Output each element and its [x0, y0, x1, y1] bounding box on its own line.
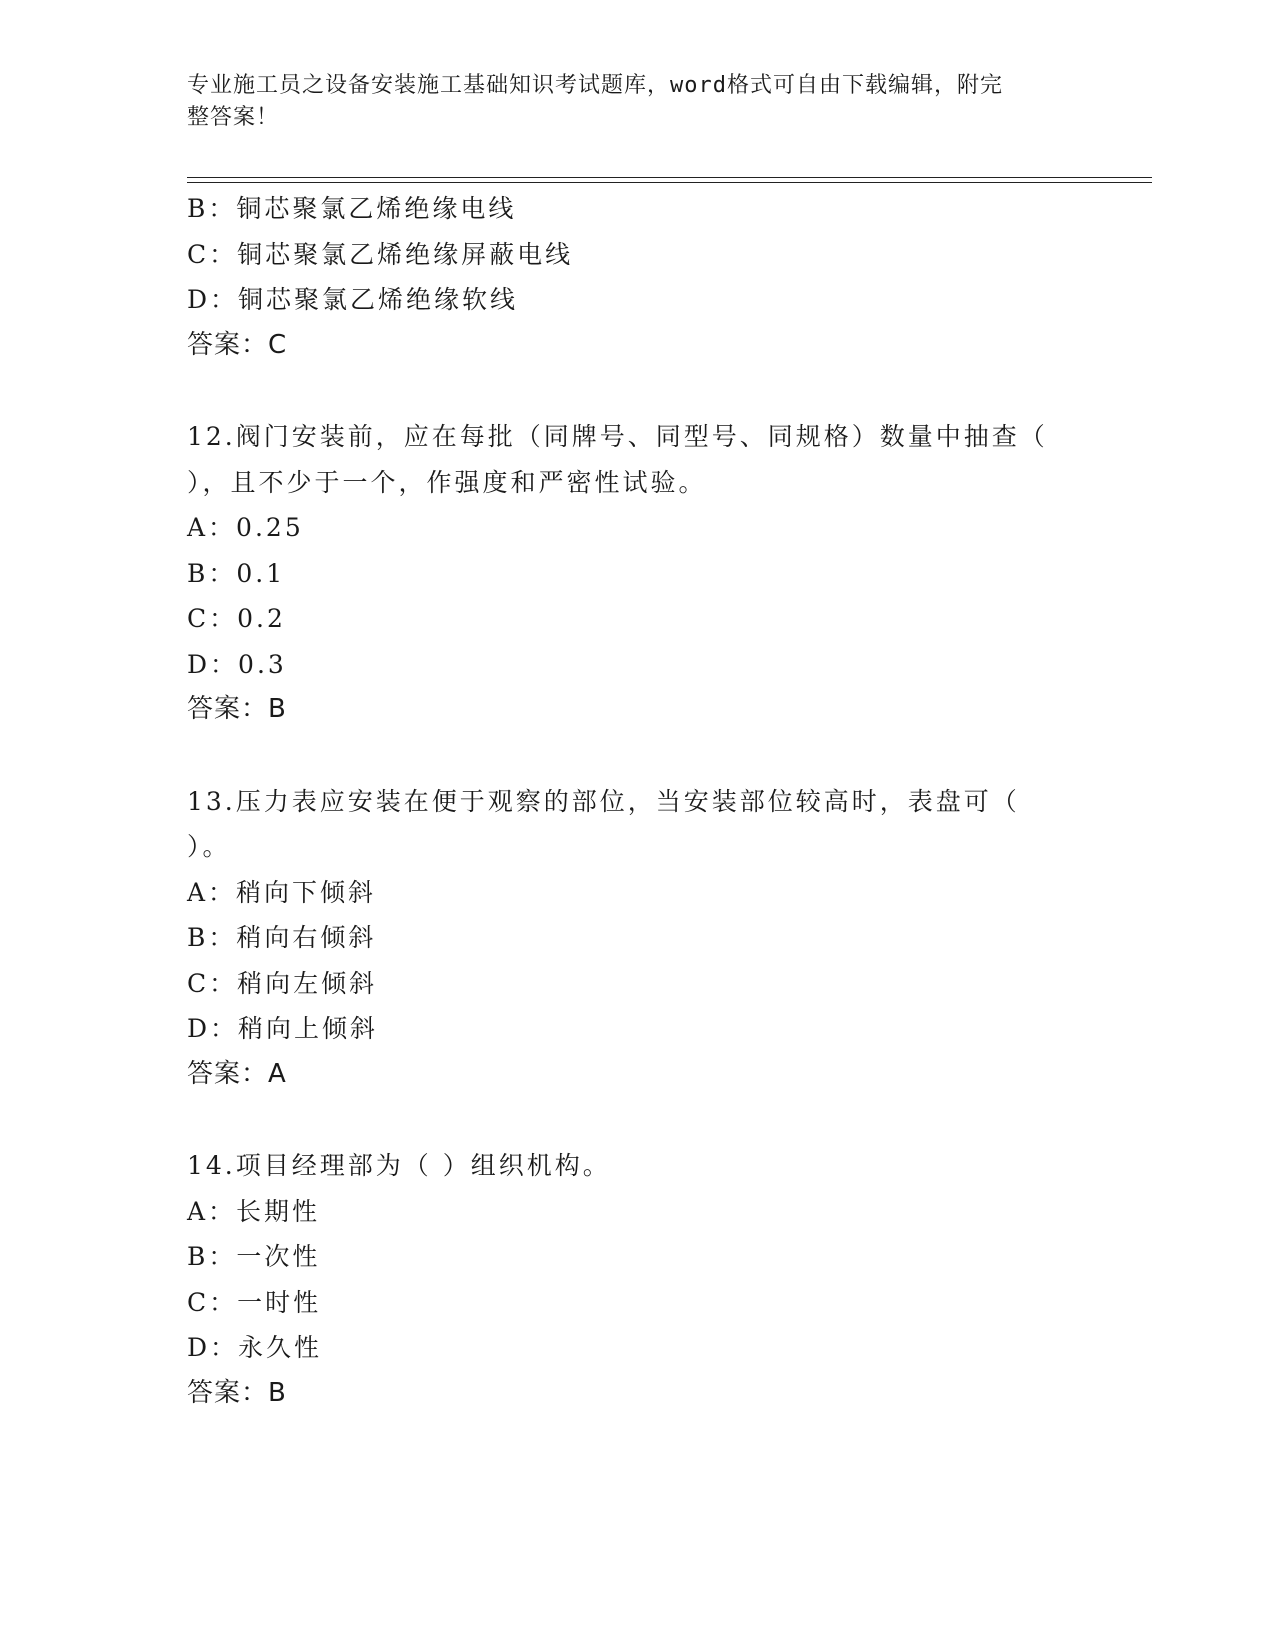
spacer	[187, 733, 1087, 779]
option-b: B：0.1	[187, 558, 286, 588]
document-header	[187, 70, 1067, 134]
header-line-2: 整答案！	[187, 105, 280, 130]
answer: 答案：B	[187, 694, 287, 724]
header-line-1: 专业施工员之设备安装施工基础知识考试题库，word格式可自由下载编辑，附完	[187, 73, 1003, 98]
option-d: D：永久性	[187, 1333, 323, 1362]
option-a: A：长期性	[187, 1196, 321, 1226]
answer: 答案：A	[187, 1058, 287, 1089]
option-d: D：稍向上倾斜	[187, 1014, 379, 1043]
spacer	[187, 368, 1087, 414]
question-14	[187, 1143, 1087, 1416]
answer: 答案：C	[187, 329, 288, 360]
question-text-line: ），且不少于一个，作强度和严密性试验。	[187, 467, 707, 497]
question-content	[187, 186, 1087, 1416]
option-b: B：稍向右倾斜	[187, 923, 377, 952]
option-d: D：0.3	[187, 649, 287, 679]
answer: 答案：B	[187, 1377, 287, 1408]
option-c: C：0.2	[187, 604, 286, 633]
question-text-line: ）。	[187, 832, 231, 861]
question-fragment	[187, 186, 1087, 368]
question-12	[187, 414, 1087, 733]
option-a: A：稍向下倾斜	[187, 877, 377, 907]
header-divider-top	[187, 177, 1152, 178]
question-text-line: 14.项目经理部为（ ）组织机构。	[187, 1151, 611, 1180]
question-text-line: 12.阀门安装前，应在每批（同牌号、同型号、同规格）数量中抽查（	[187, 422, 1048, 451]
option-c: C：铜芯聚氯乙烯绝缘屏蔽电线	[187, 239, 574, 269]
option-d: D：铜芯聚氯乙烯绝缘软线	[187, 285, 519, 314]
option-c: C：一时性	[187, 1287, 322, 1317]
option-a: A：0.25	[187, 513, 304, 542]
option-b: B：铜芯聚氯乙烯绝缘电线	[187, 194, 517, 223]
question-text-line: 13.压力表应安装在便于观察的部位，当安装部位较高时，表盘可（	[187, 786, 1020, 816]
option-b: B：一次性	[187, 1242, 321, 1271]
option-c: C：稍向左倾斜	[187, 968, 378, 998]
question-13	[187, 779, 1087, 1098]
spacer	[187, 1097, 1087, 1143]
header-divider-bottom	[187, 182, 1152, 183]
